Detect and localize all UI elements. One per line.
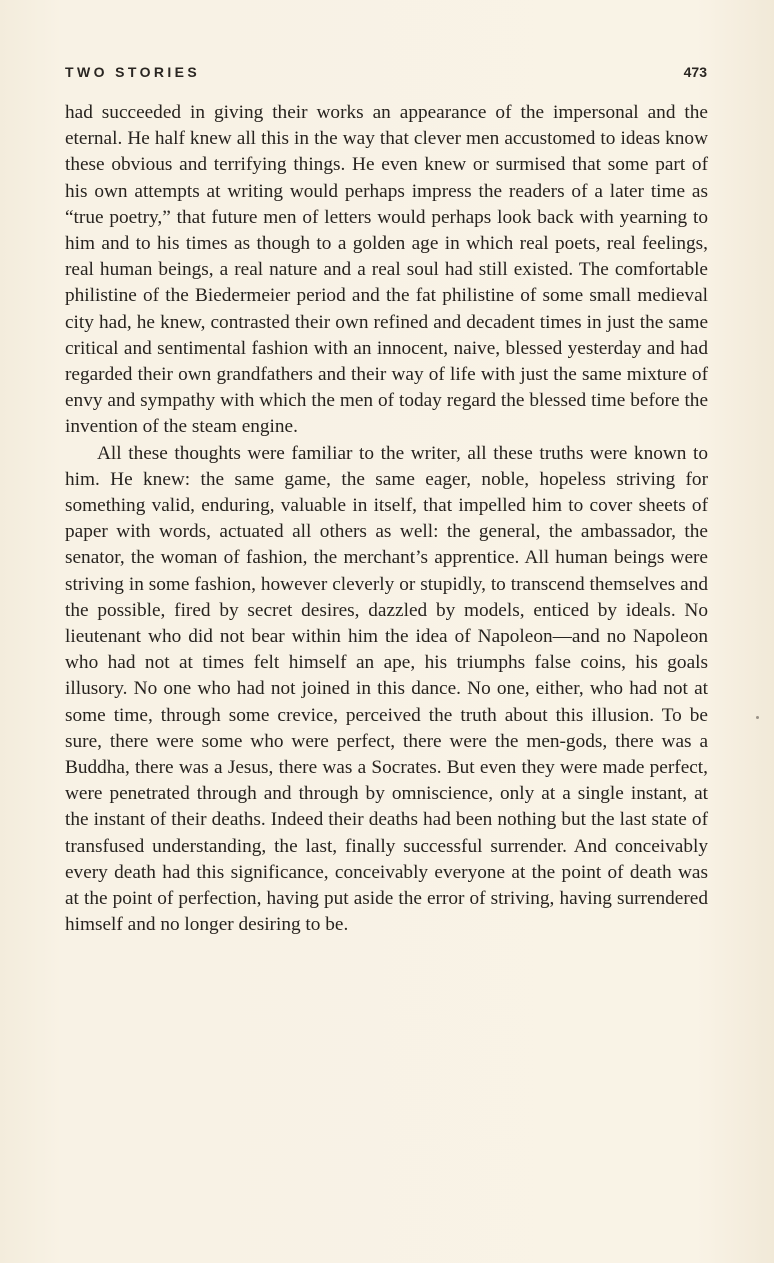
page-number: 473 (683, 64, 707, 80)
page-speck (756, 716, 759, 719)
running-head (65, 64, 709, 86)
body-text (65, 100, 708, 939)
paragraph-all-these-thoughts: All these thoughts were familiar to the writer, all these truths were known to him. He knew: the same game, the same eager, noble, hopeless striving for something valid, enduring, valuable in itself, that impelled him to cover sheets of paper with words, actuated all others as well: the general, the ambassador, the senator, the woman of fashion, the merchant’s apprentice. All human beings were striving in some fashion, however cleverly or stupidly, to transcend themselves and the possible, fired by secret desires, dazzled by models, enticed by ideals. No lieutenant who did not bear within him the idea of Napoleon—and no Napoleon who had not at times felt himself an ape, his triumphs false coins, his goals illusory. No one who had not joined in this dance. No one, either, who had not at some time, through some crevice, perceived the truth about this illusion. To be sure, there were some who were perfect, there were the men-gods, there was a Buddha, there was a Jesus, there was a Socrates. But even they were made perfect, were penetrated through and through by omniscience, only at a single instant, at the instant of their deaths. Indeed their deaths had been nothing but the last state of transfused understanding, the last, finally successful surrender. And conceivably every death had this significance, conceivably everyone at the point of death was at the point of perfection, having put aside the error of striving, having surrendered himself and no longer desiring to be. (65, 442, 708, 936)
running-title: TWO STORIES (65, 64, 201, 80)
paragraph-continued: had succeeded in giving their works an appearance of the impersonal and the eternal. He half knew all this in the way that clever men accustomed to ideas know these obvious and terrifying things. He even knew or surmised that some part of his own attempts at writing would perhaps impress the readers of a later time as “true poetry,” that future men of letters would perhaps look back with yearning to him and to his times as though to a golden age in which real poets, real feelings, real human beings, a real nature and a real soul had still existed. The comfortable philistine of the Biedermeier period and the fat philistine of some small medieval city had, he knew, contrasted their own refined and decadent times in just the same critical and sentimental fashion with an innocent, naive, blessed yesterday and had regarded their own grandfathers and their way of life with just the same mixture of envy and sympathy with which the men of today regard the blessed time before the invention of the steam engine. (65, 102, 708, 438)
